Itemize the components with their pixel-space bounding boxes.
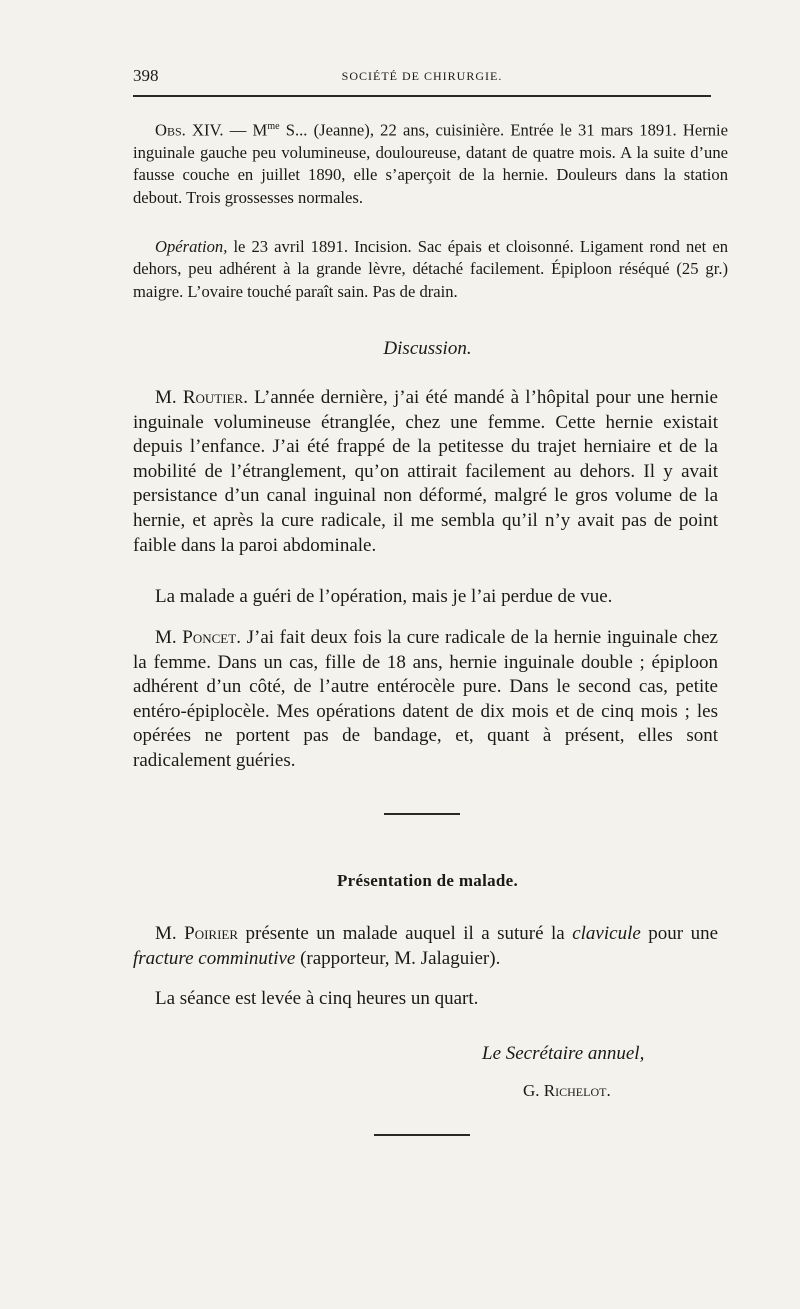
routier-prefix: M. bbox=[155, 387, 183, 408]
poncet-text: . J’ai fait deux fois la cure radicale de la hernie inguinale chez la femme. Dans un cas, fille de 18 ans, hernie inguinale double ; épiploon adhérent d’un côté, de l’autre entérocèle pure. Dans le second cas, petite entéro-épiplocèle. Mes opérations datent de dix mois et de cinq mois ; les opérées ne portent pas de bandage, et, quant à présent, elles sont radicalement guéries. bbox=[133, 627, 718, 771]
discussion-heading: Discussion. bbox=[383, 338, 472, 359]
running-title: SOCIÉTÉ DE CHIRURGIE. bbox=[341, 69, 503, 83]
signature-surname: Richelot bbox=[543, 1081, 607, 1100]
poirier-text-2: pour une bbox=[640, 923, 718, 944]
section-divider bbox=[384, 813, 460, 815]
poirier-text-1: présente un malade auquel il a suturé la bbox=[238, 923, 573, 944]
obs-dash: — M bbox=[223, 120, 268, 140]
poirier-name: Poirier bbox=[184, 923, 239, 944]
routier-followup: La malade a guéri de l’opération, mais je l’ai perdue de vue. bbox=[155, 586, 613, 607]
poirier-prefix: M. bbox=[155, 923, 185, 944]
header-rule bbox=[133, 95, 711, 97]
obs-label: Obs. XIV. bbox=[155, 120, 224, 140]
observation-paragraph bbox=[133, 116, 728, 209]
routier-name: Routier bbox=[182, 387, 244, 408]
routier-paragraph bbox=[133, 386, 718, 558]
poirier-italic-1: clavicule bbox=[572, 923, 641, 944]
signature-initial: G. bbox=[523, 1081, 544, 1100]
page-number: 398 bbox=[133, 66, 159, 85]
closing-divider bbox=[374, 1134, 470, 1136]
signature-name bbox=[523, 1081, 611, 1101]
presentation-heading: Présentation de malade. bbox=[336, 871, 519, 890]
operation-text: le 23 avril 1891. Incision. Sac épais et cloisonné. Ligament rond net en dehors, peu adhérent à la grande lèvre, détaché facilement. Épiploon réséqué (25 gr.) maigre. L’ovaire touché paraît sain. Pas de drain. bbox=[133, 237, 728, 301]
signature-end: . bbox=[606, 1081, 611, 1100]
obs-sup: me bbox=[267, 121, 280, 132]
poncet-name: Poncet bbox=[182, 627, 237, 648]
poncet-paragraph bbox=[133, 626, 718, 774]
signature-role: Le Secrétaire annuel, bbox=[482, 1043, 645, 1064]
poirier-paragraph bbox=[133, 922, 718, 971]
obs-text: S... (Jeanne), 22 ans, cuisinière. Entrée le 31 mars 1891. Hernie inguinale gauche peu volumineuse, douloureuse, datant de quatre mois. A la suite d’une fausse couche en juillet 1890, elle s’aperçoit de la hernie. Douleurs dans la station debout. Trois grossesses normales. bbox=[133, 120, 728, 207]
operation-label: Opération, bbox=[155, 237, 228, 256]
poncet-prefix: M. bbox=[155, 627, 183, 648]
poirier-text-3: (rapporteur, M. Jalaguier). bbox=[295, 947, 501, 969]
operation-paragraph bbox=[133, 236, 728, 303]
closing-paragraph: La séance est levée à cinq heures un quart. bbox=[155, 988, 479, 1009]
page-header bbox=[133, 66, 711, 92]
routier-text: . L’année dernière, j’ai été mandé à l’hôpital pour une hernie inguinale volumineuse étranglée, chez une femme. Cette hernie existait depuis l’enfance. J’ai été frappé de la petitesse du trajet herniaire et de la mobilité de l’étranglement, qu’on attirait facilement au dehors. Il y avait persistance d’un canal inguinal non déformé, malgré le gros volume de la hernie, et après la cure radicale, il me sembla qu’il n’y avait pas de point faible dans la paroi abdominale. bbox=[133, 387, 718, 556]
poirier-italic-2: fracture comminutive bbox=[133, 947, 296, 969]
